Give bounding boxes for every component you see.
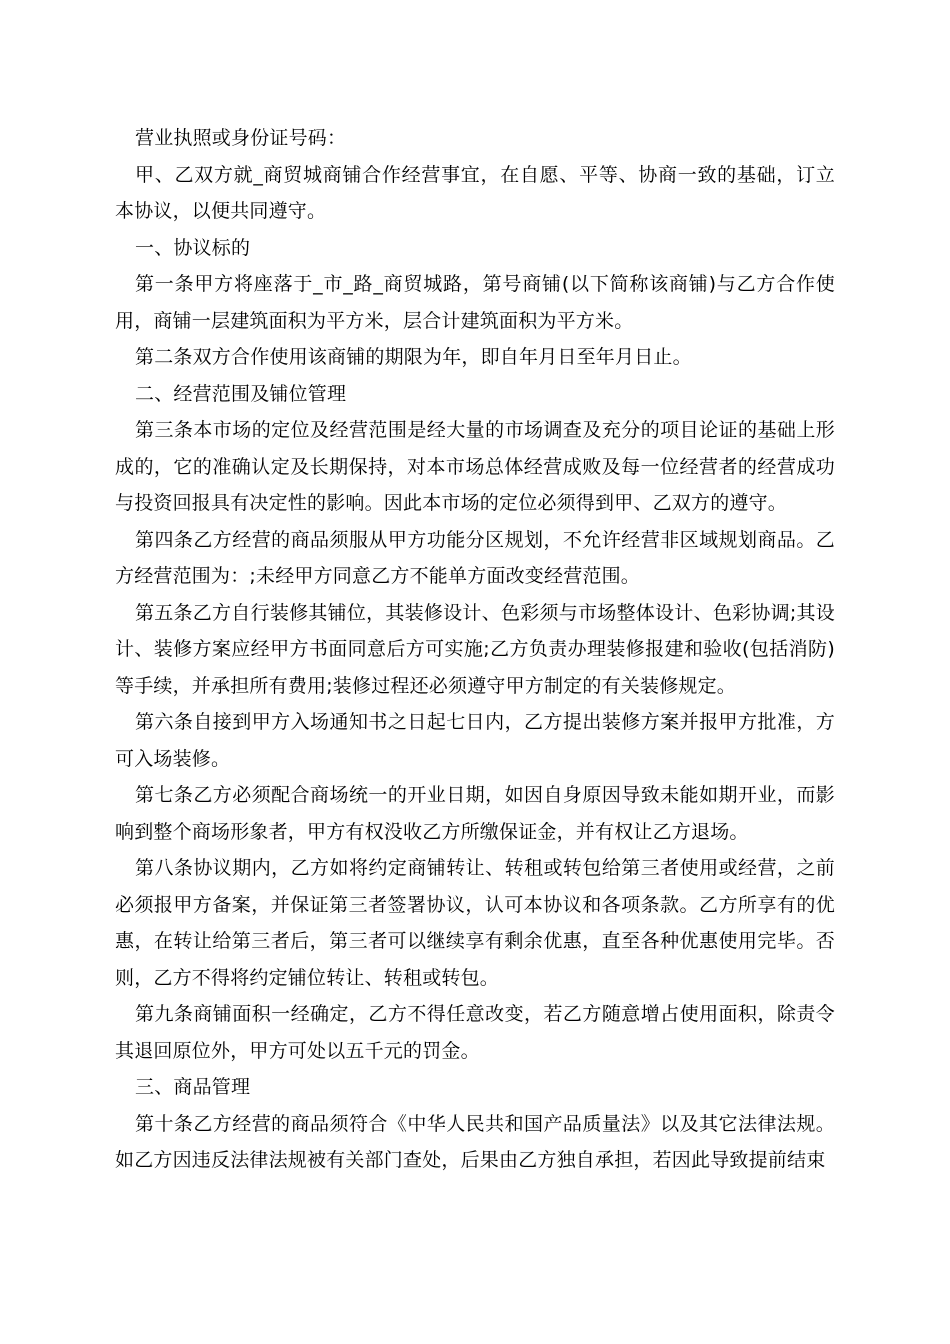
article-3: 第三条本市场的定位及经营范围是经大量的市场调查及充分的项目论证的基础上形成的，它的准确认定及长期保持，对本市场总体经营成败及每一位经营者的经营成功与投资回报具有决定性的影响。因此本市场的定位必须得到甲、乙双方的遵守。 (115, 419, 835, 514)
article-7: 第七条乙方必须配合商场统一的开业日期，如因自身原因导致未能如期开业，而影响到整个商场形象者，甲方有权没收乙方所缴保证金，并有权让乙方退场。 (115, 784, 835, 843)
section-heading-scope: 二、经营范围及铺位管理 (135, 382, 347, 405)
article-6: 第六条自接到甲方入场通知书之日起七日内，乙方提出装修方案并报甲方批准，方可入场装修。 (115, 711, 835, 770)
article-10: 第十条乙方经营的商品须符合《中华人民共和国产品质量法》以及其它法律法规。如乙方因违反法律法规被有关部门查处，后果由乙方独自承担，若因此导致提前结束 (115, 1112, 835, 1171)
article-5: 第五条乙方自行装修其铺位，其装修设计、色彩须与市场整体设计、色彩协调;其设计、装修方案应经甲方书面同意后方可实施;乙方负责办理装修报建和验收(包括消防)等手续，并承担所有费用;装修过程还必须遵守甲方制定的有关装修规定。 (115, 601, 835, 697)
article-9: 第九条商铺面积一经确定，乙方不得任意改变，若乙方随意增占使用面积，除责令其退回原位外，甲方可处以五千元的罚金。 (115, 1003, 835, 1062)
article-4: 第四条乙方经营的商品须服从甲方功能分区规划，不允许经营非区域规划商品。乙方经营范围为：;未经甲方同意乙方不能单方面改变经营范围。 (115, 528, 835, 587)
article-1: 第一条甲方将座落于_市_路_商贸城路，第号商铺(以下简称该商铺)与乙方合作使用，商铺一层建筑面积为平方米，层合计建筑面积为平方米。 (115, 273, 835, 332)
article-8: 第八条协议期内，乙方如将约定商铺转让、转租或转包给第三者使用或经营，之前必须报甲方备案，并保证第三者签署协议，认可本协议和各项条款。乙方所享有的优惠，在转让给第三者后，第三者可以继续享有剩余优惠，直至各种优惠使用完毕。否则，乙方不得将约定铺位转让、转租或转包。 (115, 857, 835, 989)
document-page (115, 120, 835, 1179)
section-heading-goods: 三、商品管理 (135, 1076, 251, 1098)
section-heading-subject: 一、协议标的 (135, 236, 251, 259)
paragraph-preamble: 甲、乙双方就_商贸城商铺合作经营事宜，在自愿、平等、协商一致的基础，订立本协议，以便共同遵守。 (115, 163, 835, 222)
paragraph-license-number: 营业执照或身份证号码： (135, 127, 347, 149)
article-2: 第二条双方合作使用该商铺的期限为年，即自年月日至年月日止。 (135, 346, 692, 368)
